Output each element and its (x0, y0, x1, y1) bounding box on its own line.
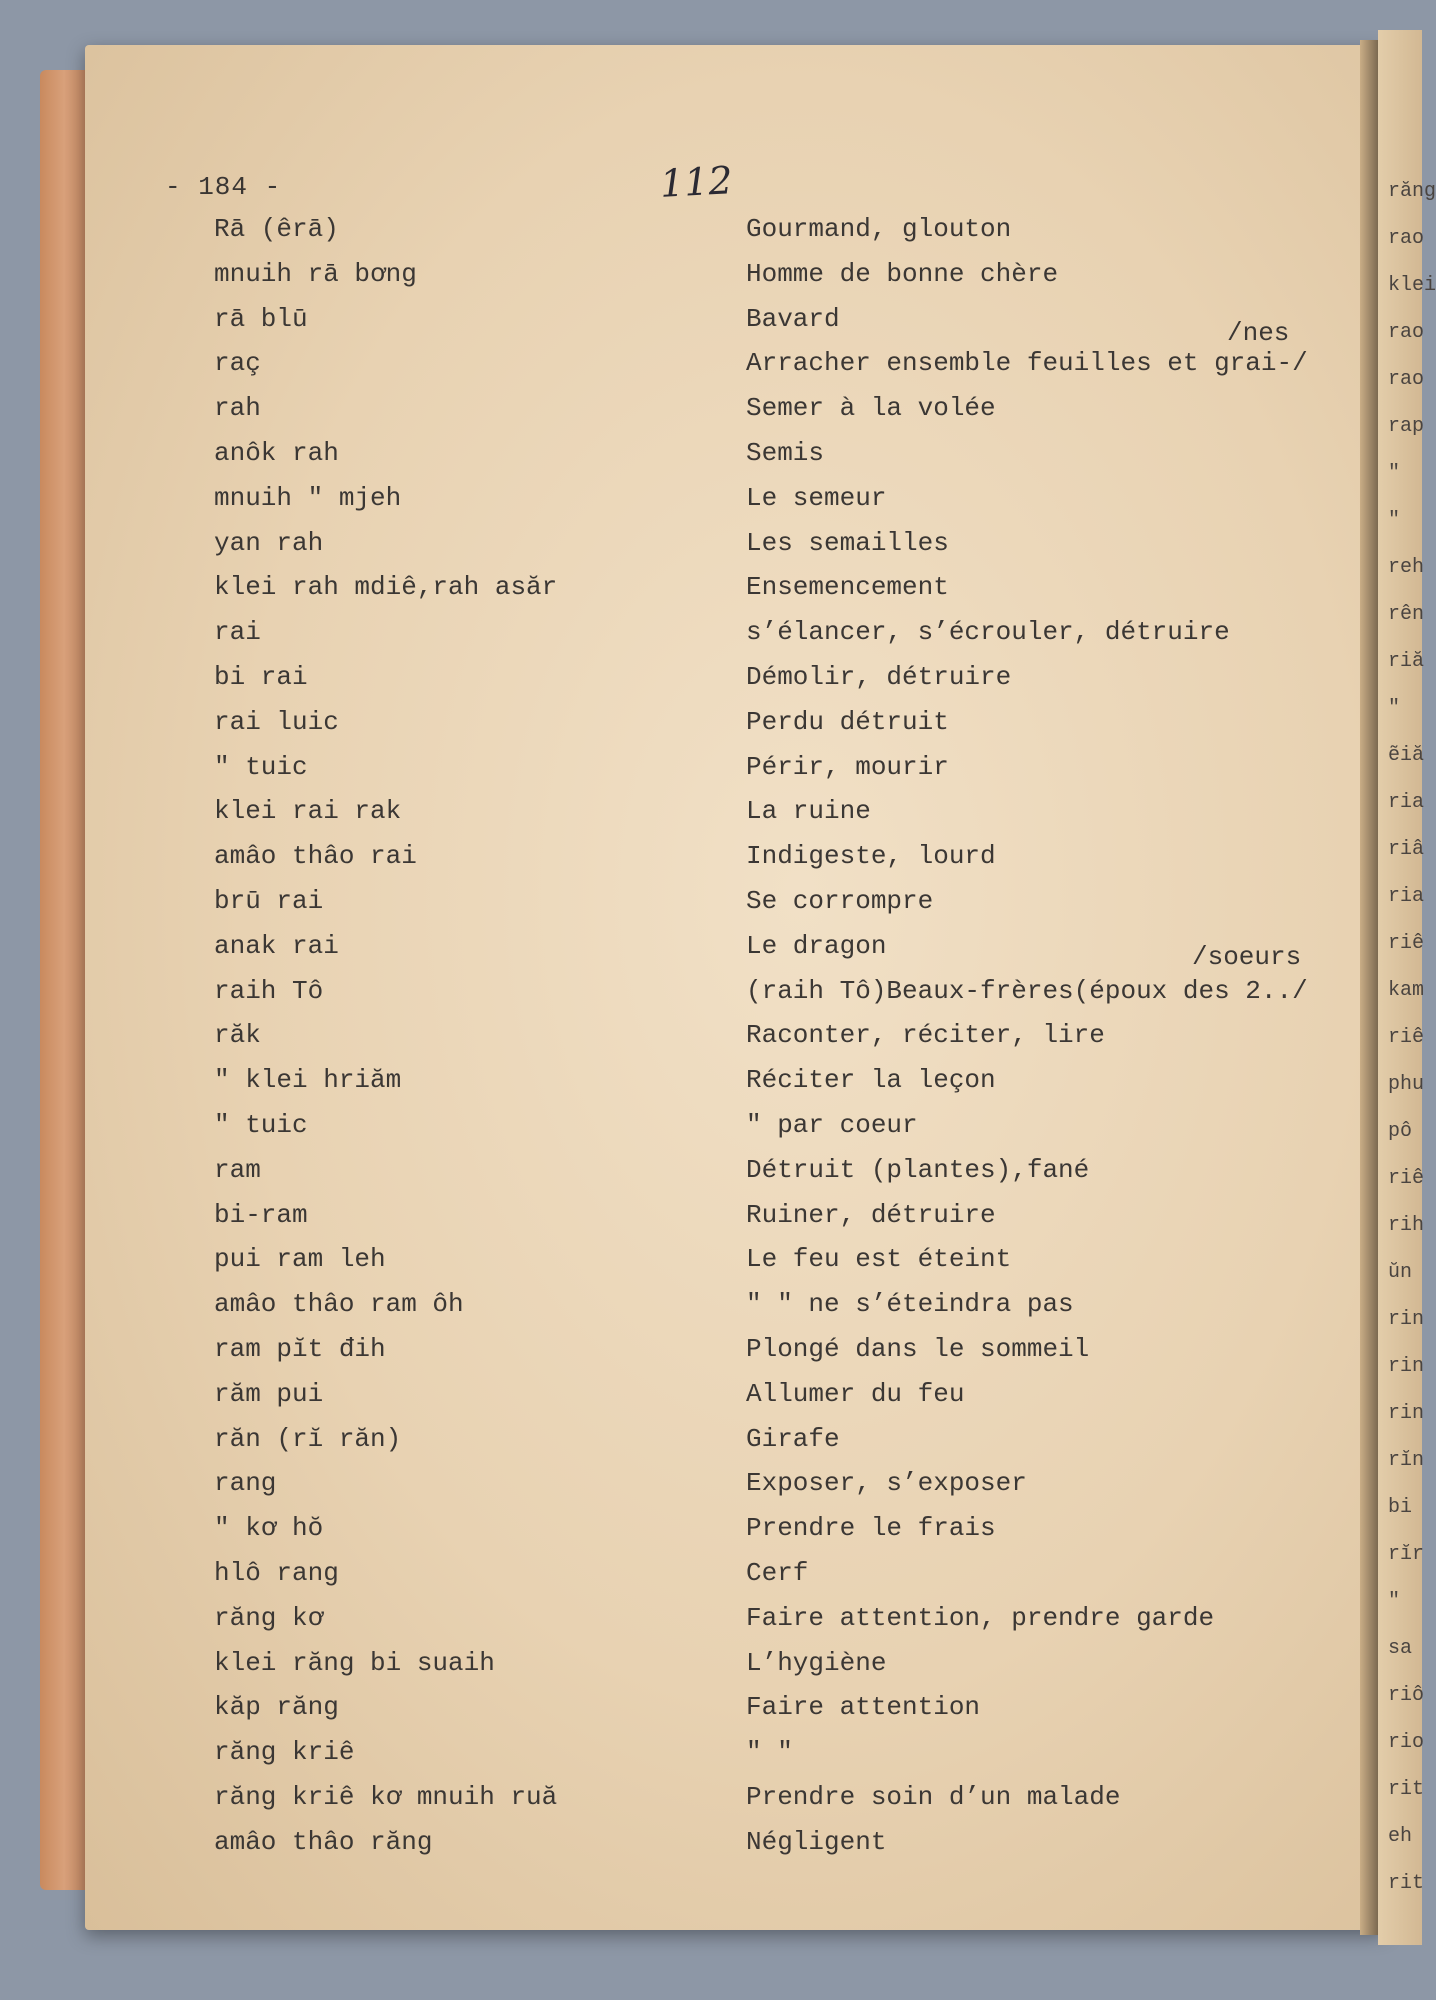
dictionary-entry (0, 1603, 1360, 1643)
dictionary-entry (0, 1558, 1360, 1598)
entry-term: kăp răng (214, 1692, 339, 1723)
dictionary-entry (0, 348, 1360, 388)
entry-term: klei rah mdiê,rah asăr (214, 572, 558, 603)
entry-definition: Les semailles (746, 527, 949, 558)
dictionary-entry (0, 841, 1360, 881)
entry-term: amâo thâo ram ôh (214, 1289, 464, 1320)
dictionary-entry (0, 1379, 1360, 1419)
dictionary-entry (0, 707, 1360, 747)
margin-word: sa (1388, 1637, 1413, 1660)
dictionary-entry (0, 752, 1360, 792)
entry-definition: Le feu est éteint (746, 1244, 1012, 1275)
entry-term: bi-ram (214, 1199, 308, 1230)
dictionary-entry (0, 214, 1360, 254)
margin-word: phu (1388, 1073, 1425, 1096)
dictionary-entry (0, 1468, 1360, 1508)
margin-word: ŭn (1388, 1261, 1413, 1284)
margin-word: riă (1388, 650, 1425, 673)
margin-word: riê (1388, 932, 1425, 955)
entry-definition: Réciter la leçon (746, 1065, 996, 1096)
entry-definition: Exposer, s’exposer (746, 1468, 1027, 1499)
handwritten-annotation: 112 (658, 158, 734, 206)
dictionary-entry (0, 1155, 1360, 1195)
dictionary-entry (0, 1334, 1360, 1374)
entry-definition: Le semeur (746, 482, 887, 513)
margin-word: rin (1388, 1355, 1425, 1378)
entry-definition: Bavard (746, 303, 840, 334)
margin-word: ria (1388, 885, 1425, 908)
entry-definition: Démolir, détruire (746, 662, 1012, 692)
entry-definition: s’élancer, s’écrouler, détruire (746, 617, 1230, 648)
dictionary-entry (0, 796, 1360, 836)
margin-word: klei (1388, 274, 1436, 297)
margin-word: rao (1388, 368, 1425, 391)
dictionary-entry (0, 572, 1360, 612)
margin-word: riô (1388, 1684, 1425, 1707)
margin-word: bi (1388, 1496, 1413, 1519)
entry-term: brū rai (214, 886, 324, 916)
entry-definition: Ruiner, détruire (746, 1199, 996, 1230)
margin-word: ẽiă (1388, 744, 1425, 767)
margin-word: rin (1388, 1308, 1425, 1331)
margin-word: rio (1388, 1731, 1425, 1754)
entry-definition: Le dragon (746, 930, 887, 961)
entry-term: amâo thâo rai (214, 841, 417, 872)
dictionary-entry (0, 1648, 1360, 1688)
entry-term: răng kơ (214, 1602, 324, 1633)
margin-word: ria (1388, 791, 1425, 814)
margin-word: riê (1388, 1026, 1425, 1049)
dictionary-entry (0, 1110, 1360, 1150)
dictionary-entry (0, 1692, 1360, 1732)
entry-definition: Allumer du feu (746, 1378, 965, 1409)
entry-definition: Perdu détruit (746, 706, 949, 737)
entry-term: klei răng bi suaih (214, 1647, 495, 1678)
entry-term: yan rah (214, 527, 324, 558)
dictionary-entry (0, 393, 1360, 433)
dictionary-entry (0, 886, 1360, 926)
margin-word: răng (1388, 180, 1436, 203)
entry-term: amâo thâo răng (214, 1826, 433, 1857)
entry-definition: Arracher ensemble feuilles et grai-/ (746, 348, 1308, 379)
entry-term: " klei hriăm (214, 1065, 402, 1096)
margin-word: riê (1388, 1167, 1425, 1190)
entry-term: rah (214, 393, 261, 424)
dictionary-entry (0, 1827, 1360, 1867)
dictionary-entry (0, 304, 1360, 344)
entry-term: raç (214, 348, 261, 379)
entry-definition: Plongé dans le sommeil (746, 1334, 1090, 1364)
dictionary-entry (0, 617, 1360, 657)
entry-term: rai luic (214, 706, 339, 737)
margin-word: riâ (1388, 838, 1425, 861)
entry-definition: Semer à la volée (746, 393, 996, 424)
entry-term: mnuih " mjeh (214, 482, 402, 513)
margin-word: rin (1388, 1402, 1425, 1425)
entry-definition: Ensemencement (746, 572, 949, 603)
continuation-note-soeurs: /soeurs (1192, 942, 1302, 972)
entry-term: anôk rah (214, 438, 339, 468)
margin-word: rên (1388, 603, 1425, 626)
entry-definition: Girafe (746, 1423, 840, 1454)
entry-definition: Se corrompre (746, 886, 934, 916)
margin-word: rit (1388, 1778, 1425, 1801)
margin-word: kam (1388, 979, 1425, 1002)
entry-definition: Faire attention (746, 1692, 981, 1723)
entry-term: rai (214, 617, 261, 648)
entry-term: pui ram leh (214, 1244, 386, 1275)
entry-term: anak rai (214, 930, 339, 961)
entry-definition: Homme de bonne chère (746, 258, 1059, 289)
dictionary-entry (0, 1737, 1360, 1777)
margin-word: " (1388, 1590, 1401, 1613)
dictionary-entry (0, 976, 1360, 1016)
dictionary-entry (0, 259, 1360, 299)
entry-definition: " " (746, 1737, 793, 1768)
margin-word: rih (1388, 1214, 1425, 1237)
margin-word: pô (1388, 1120, 1413, 1143)
entry-term: " kơ hŏ (214, 1513, 324, 1544)
entry-term: răng kriê kơ mnuih ruă (214, 1782, 558, 1812)
margin-word: " (1388, 462, 1401, 485)
entry-term: ram pĭt đih (214, 1334, 386, 1364)
dictionary-entry (0, 1200, 1360, 1240)
entry-term: răm pui (214, 1378, 324, 1409)
entry-definition: Négligent (746, 1826, 887, 1857)
entry-definition: Semis (746, 438, 825, 468)
page-number: - 184 - (165, 172, 282, 202)
entry-term: " tuic (214, 751, 308, 782)
margin-word: rit (1388, 1872, 1425, 1895)
entry-definition: (raih Tô)Beaux-frères(époux des 2../ (746, 975, 1308, 1006)
entry-definition: Prendre le frais (746, 1513, 996, 1544)
entry-term: bi rai (214, 662, 308, 692)
margin-word: rao (1388, 227, 1425, 250)
margin-word: rap (1388, 415, 1425, 438)
entry-term: ram (214, 1154, 261, 1185)
entry-definition: Périr, mourir (746, 751, 949, 782)
dictionary-entry (0, 1513, 1360, 1553)
entry-definition: " " ne s’éteindra pas (746, 1289, 1074, 1320)
margin-word: " (1388, 509, 1401, 532)
entry-definition: Cerf (746, 1558, 809, 1588)
entry-term: Rā (êrā) (214, 214, 339, 244)
entry-definition: Raconter, réciter, lire (746, 1020, 1105, 1051)
entry-definition: Gourmand, glouton (746, 214, 1012, 244)
entry-term: răk (214, 1020, 261, 1051)
entry-term: rang (214, 1468, 277, 1499)
entry-term: klei rai rak (214, 796, 402, 827)
entry-term: hlô rang (214, 1558, 339, 1588)
entry-definition: " par coeur (746, 1110, 918, 1140)
entry-term: raih Tô (214, 975, 324, 1006)
dictionary-entry (0, 1782, 1360, 1822)
margin-word: reh (1388, 556, 1425, 579)
dictionary-entry (0, 483, 1360, 523)
margin-word: rao (1388, 321, 1425, 344)
entry-term: rā blū (214, 303, 308, 334)
dictionary-entry (0, 1289, 1360, 1329)
entry-definition: Détruit (plantes),fané (746, 1154, 1090, 1185)
margin-word: rĭr (1388, 1543, 1425, 1566)
entry-term: răng kriê (214, 1737, 355, 1768)
continuation-note-nes: /nes (1227, 318, 1290, 348)
entry-term: " tuic (214, 1110, 308, 1140)
dictionary-entry (0, 438, 1360, 478)
entry-definition: L’hygiène (746, 1647, 887, 1678)
entry-definition: Indigeste, lourd (746, 841, 996, 872)
dictionary-entry (0, 1424, 1360, 1464)
dictionary-entry (0, 931, 1360, 971)
dictionary-entry (0, 1065, 1360, 1105)
margin-word: eh (1388, 1825, 1413, 1848)
dictionary-entry (0, 1244, 1360, 1284)
margin-word: rĭn (1388, 1449, 1425, 1472)
margin-word: " (1388, 697, 1401, 720)
next-page-margin (1388, 0, 1436, 2000)
entry-definition: La ruine (746, 796, 871, 827)
entry-term: răn (rĭ răn) (214, 1423, 402, 1454)
dictionary-entry (0, 1020, 1360, 1060)
entry-term: mnuih rā bơng (214, 258, 417, 289)
dictionary-entry (0, 528, 1360, 568)
entry-definition: Faire attention, prendre garde (746, 1602, 1215, 1633)
entry-definition: Prendre soin d’un malade (746, 1782, 1121, 1812)
dictionary-entry (0, 662, 1360, 702)
